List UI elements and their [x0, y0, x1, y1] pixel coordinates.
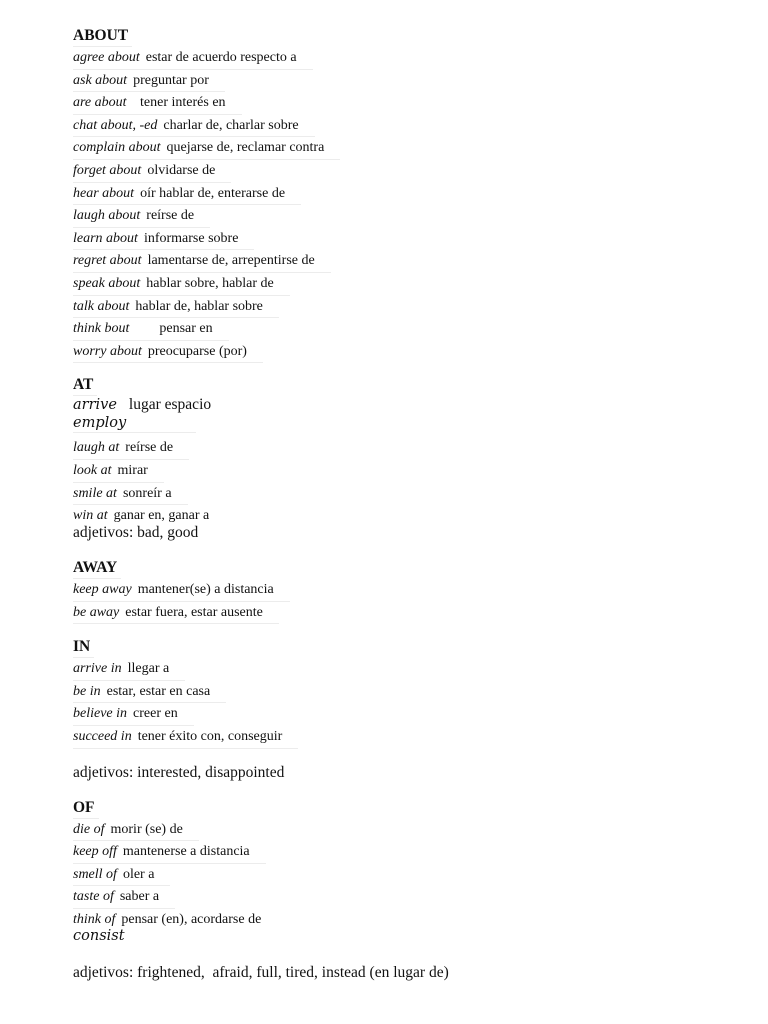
spanish-translation: pensar (en), acordarse de — [121, 912, 262, 928]
spanish-translation: hablar de, hablar sobre — [135, 298, 263, 314]
english-phrase: arrive — [73, 397, 117, 414]
adjectives-in: adjetivos: interested, disappointed — [73, 763, 285, 781]
spanish-translation: mantenerse a distancia — [122, 844, 250, 860]
list-item — [73, 460, 713, 483]
list-item — [73, 819, 713, 842]
list-item — [73, 115, 713, 138]
spanish-translation: reírse de — [125, 440, 174, 456]
section-title-at: AT — [73, 375, 97, 396]
spanish-translation: preocuparse (por) — [147, 343, 247, 359]
list-item — [73, 909, 713, 927]
section-in — [73, 637, 713, 782]
list-item — [73, 47, 713, 70]
spanish-translation: lugar espacio — [128, 396, 212, 414]
section-of — [73, 798, 713, 983]
spanish-translation: estar de acuerdo respecto a — [145, 50, 297, 65]
english-phrase: think of — [73, 912, 116, 928]
english-phrase: look at — [73, 462, 112, 478]
spanish-translation: estar, estar en casa — [106, 683, 211, 699]
english-phrase: speak about — [73, 275, 141, 291]
english-phrase: learn about — [73, 230, 138, 246]
consist-row — [73, 927, 713, 945]
list-item — [73, 483, 713, 506]
list-item — [73, 841, 713, 864]
english-phrase: be away — [73, 604, 120, 620]
english-phrase: keep away — [73, 582, 132, 598]
list-item — [73, 205, 713, 228]
section-about — [73, 26, 713, 363]
list-item — [73, 228, 713, 251]
spanish-translation: oír hablar de, enterarse de — [140, 185, 286, 201]
english-phrase: forget about — [73, 162, 142, 178]
list-item — [73, 296, 713, 319]
document-page — [73, 26, 713, 983]
english-phrase: succeed in — [73, 729, 132, 745]
list-item — [73, 160, 713, 183]
section-title-of: OF — [73, 798, 99, 819]
english-phrase: laugh about — [73, 208, 141, 224]
english-phrase: keep off — [73, 844, 117, 860]
spanish-translation: tener interés en — [136, 95, 226, 111]
english-phrase: are about — [73, 95, 127, 111]
list-item — [73, 250, 713, 273]
list-item — [73, 886, 713, 909]
english-phrase: employ — [73, 415, 127, 432]
list-item — [73, 92, 713, 115]
list-item — [73, 137, 713, 160]
spanish-translation: charlar de, charlar sobre — [163, 117, 299, 133]
english-phrase: believe in — [73, 706, 128, 722]
english-phrase: taste of — [73, 889, 114, 905]
list-item — [73, 505, 713, 523]
section-title-about: ABOUT — [73, 26, 132, 47]
arrive-row — [73, 396, 713, 414]
spanish-translation: pensar en — [159, 321, 213, 337]
spanish-translation: quejarse de, reclamar contra — [166, 140, 325, 156]
english-phrase: think bout — [73, 321, 130, 337]
english-phrase: worry about — [73, 343, 142, 359]
spanish-translation: informarse sobre — [143, 230, 239, 246]
spanish-translation: morir (se) de — [110, 821, 183, 837]
english-phrase: laugh at — [73, 440, 120, 456]
spanish-translation: llegar a — [127, 661, 170, 677]
list-item — [73, 703, 713, 726]
list-item — [73, 183, 713, 206]
about-list — [73, 47, 713, 363]
spanish-translation: olvidarse de — [147, 162, 216, 178]
list-item — [73, 437, 713, 460]
section-at — [73, 375, 713, 543]
spanish-translation: preguntar por — [133, 72, 209, 88]
list-item — [73, 273, 713, 296]
english-phrase: win at — [73, 508, 108, 524]
list-item — [73, 864, 713, 887]
english-phrase: complain about — [73, 140, 161, 156]
list-item — [73, 681, 713, 704]
spanish-translation: mantener(se) a distancia — [137, 582, 274, 598]
english-phrase: smell of — [73, 866, 117, 882]
spanish-translation: reírse de — [146, 208, 195, 224]
english-phrase: talk about — [73, 298, 130, 314]
spanish-translation: tener éxito con, conseguir — [137, 729, 283, 745]
spanish-translation: hablar sobre, hablar de — [146, 275, 274, 291]
english-phrase: be in — [73, 683, 101, 699]
list-item — [73, 318, 713, 341]
list-item — [73, 602, 713, 625]
english-phrase: agree about — [73, 50, 140, 65]
english-phrase: regret about — [73, 253, 142, 269]
spanish-translation: oler a — [122, 866, 155, 882]
english-phrase: die of — [73, 821, 105, 837]
section-title-away: AWAY — [73, 558, 121, 579]
section-away — [73, 558, 713, 624]
spanish-translation: ganar en, ganar a — [113, 508, 210, 524]
list-item — [73, 579, 713, 602]
english-phrase: chat about, -ed — [73, 117, 158, 133]
spanish-translation: mirar — [117, 462, 148, 478]
spanish-translation: lamentarse de, arrepentirse de — [147, 253, 315, 269]
list-item — [73, 726, 713, 749]
english-phrase: smile at — [73, 485, 117, 501]
english-phrase: consist — [73, 928, 125, 945]
english-phrase: hear about — [73, 185, 135, 201]
section-title-in: IN — [73, 637, 94, 658]
spanish-translation: saber a — [119, 889, 160, 905]
list-item — [73, 341, 713, 364]
english-phrase: ask about — [73, 72, 128, 88]
list-item — [73, 70, 713, 93]
adjectives-of: adjetivos: frightened, afraid, full, tired, instead (en lugar de) — [73, 964, 449, 982]
list-item — [73, 658, 713, 681]
employ-row — [73, 414, 713, 432]
spanish-translation: estar fuera, estar ausente — [125, 604, 263, 620]
english-phrase: arrive in — [73, 661, 122, 677]
spanish-translation: creer en — [133, 706, 178, 722]
spanish-translation: sonreír a — [122, 485, 172, 501]
adjectives-at: adjetivos: bad, good — [73, 524, 199, 542]
